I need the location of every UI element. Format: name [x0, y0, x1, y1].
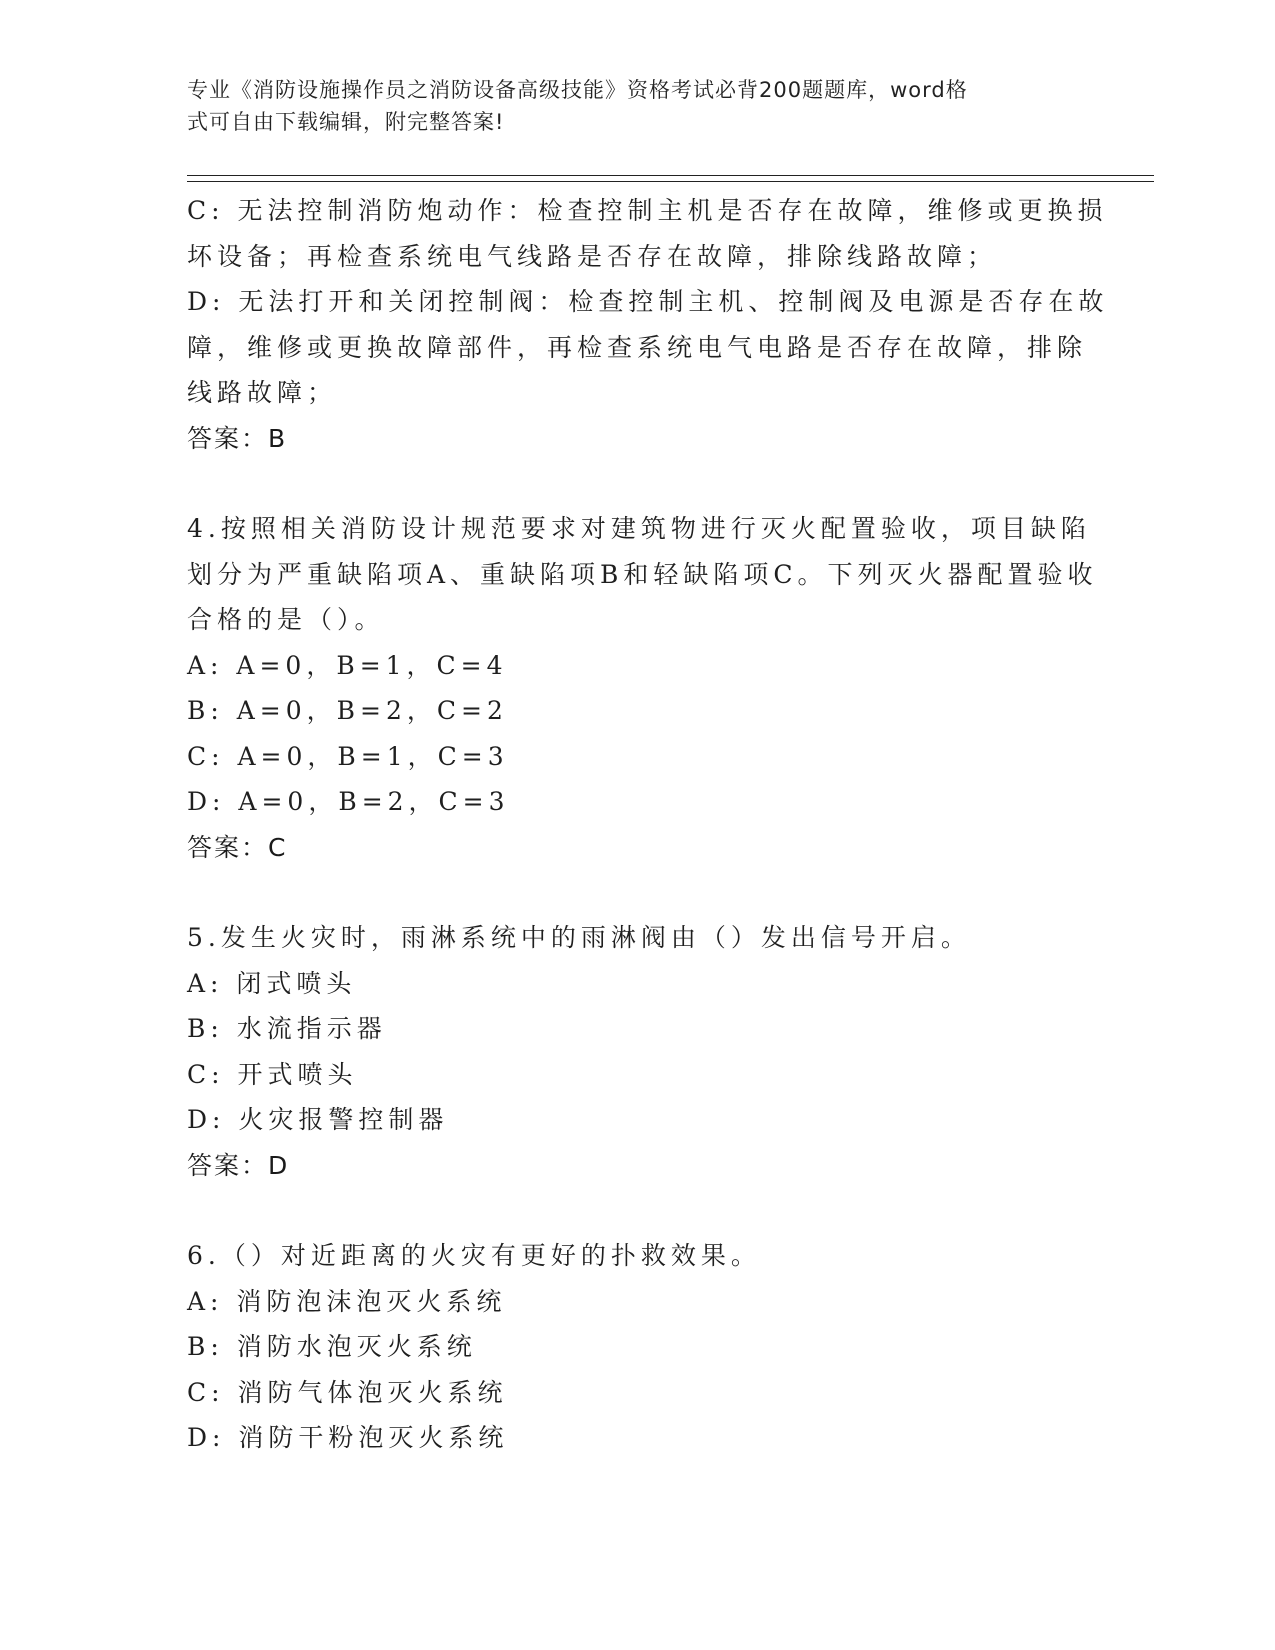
question-stem-line-2: 划分为严重缺陷项A、重缺陷项B和轻缺陷项C。下列灭火器配置验收: [187, 559, 1098, 589]
option-d-line-1: D: 无法打开和关闭控制阀：检查控制主机、控制阀及电源是否存在故: [187, 287, 1109, 316]
question-6: [187, 1233, 1087, 1461]
question-spacer: [187, 870, 1087, 915]
question-spacer: [187, 1188, 1087, 1233]
question-3-tail: [187, 188, 1109, 461]
question-5: [187, 915, 1087, 1188]
option-b: B: 消防水泡灭火系统: [187, 1332, 477, 1361]
option-c: C: 开式喷头: [187, 1059, 358, 1089]
option-d: D: 消防干粉泡灭火系统: [187, 1423, 509, 1452]
question-stem-line-3: 合格的是（）。: [187, 605, 385, 634]
header-divider-top: [187, 175, 1154, 176]
question-stem-line-1: 4.按照相关消防设计规范要求对建筑物进行灭火配置验收，项目缺陷: [187, 514, 1091, 543]
option-c-line-2: 坏设备；再检查系统电气线路是否存在故障，排除线路故障；: [187, 241, 998, 271]
answer-label: 答案：B: [187, 423, 288, 453]
option-b: B: A=0，B=2，C=2: [187, 696, 508, 725]
header-title-line-2: 式可自由下载编辑，附完整答案!: [187, 110, 505, 134]
header-title-line-1: 专业《消防设施操作员之消防设备高级技能》资格考试必背200题题库，word格: [187, 78, 968, 102]
option-a: A: A=0，B=1，C=4: [187, 650, 508, 680]
question-4: [187, 506, 1098, 870]
option-a: A: 消防泡沫泡灭火系统: [187, 1286, 507, 1316]
document-header: [187, 74, 1087, 138]
option-d-line-2: 障，维修或更换故障部件，再检查系统电气电路是否存在故障，排除: [187, 332, 1088, 362]
question-spacer: [187, 461, 1087, 506]
option-d: D: 火灾报警控制器: [187, 1105, 449, 1134]
option-b: B: 水流指示器: [187, 1014, 387, 1043]
option-c: C: A=0，B=1，C=3: [187, 741, 509, 771]
question-stem: 6.（）对近距离的火灾有更好的扑救效果。: [187, 1241, 761, 1270]
option-d: D: A=0，B=2，C=3: [187, 787, 510, 816]
answer-label: 答案：C: [187, 832, 288, 862]
option-d-line-3: 线路故障；: [187, 378, 338, 407]
option-c: C: 消防气体泡灭火系统: [187, 1377, 508, 1407]
question-stem: 5.发生火灾时，雨淋系统中的雨淋阀由（）发出信号开启。: [187, 923, 971, 952]
header-divider-bottom: [187, 181, 1154, 182]
answer-label: 答案：D: [187, 1150, 290, 1180]
document-body: [187, 188, 1109, 1461]
option-a: A: 闭式喷头: [187, 968, 357, 998]
option-c-line-1: C: 无法控制消防炮动作：检查控制主机是否存在故障，维修或更换损: [187, 196, 1108, 225]
